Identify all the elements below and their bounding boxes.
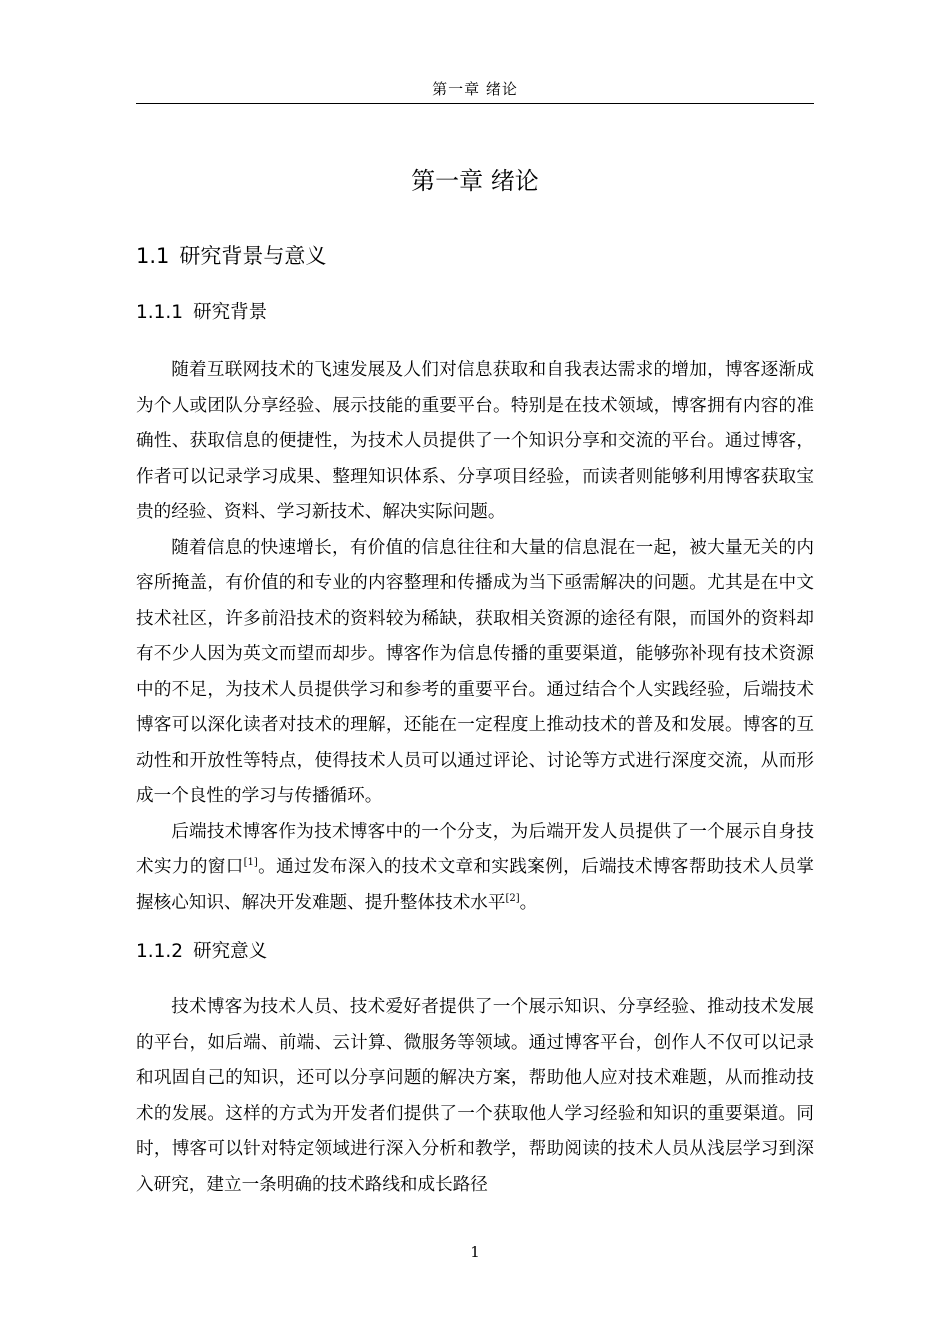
- section-number: 1.1: [136, 244, 170, 268]
- background-section-body: [136, 353, 814, 921]
- significance-section-body: [136, 990, 814, 1203]
- paragraph-text: 后端技术博客作为技术博客中的一个分支，为后端开发人员提供了一个展示自身技术实力的窗口: [136, 821, 814, 877]
- citation-ref: [1]: [243, 857, 258, 869]
- subsection-heading-1-1-2: [136, 938, 267, 966]
- page-number: 1: [470, 1243, 480, 1261]
- paragraph: 随着互联网技术的飞速发展及人们对信息获取和自我表达需求的增加，博客逐渐成为个人或团队分享经验、展示技能的重要平台。特别是在技术领域，博客拥有内容的准确性、获取信息的便捷性，为技术人员提供了一个知识分享和交流的平台。通过博客，作者可以记录学习成果、整理知识体系、分享项目经验，而读者则能够利用博客获取宝贵的经验、资料、学习新技术、解决实际问题。: [136, 360, 814, 522]
- paragraph: 技术博客为技术人员、技术爱好者提供了一个展示知识、分享经验、推动技术发展的平台，如后端、前端、云计算、微服务等领域。通过博客平台，创作人不仅可以记录和巩固自己的知识，还可以分享问题的解决方案，帮助他人应对技术难题，从而推动技术的发展。这样的方式为开发者们提供了一个获取他人学习经验和知识的重要渠道。同时，博客可以针对特定领域进行深入分析和教学，帮助阅读的技术人员从浅层学习到深入研究，建立一条明确的技术路线和成长路径: [136, 997, 814, 1195]
- subsection-title: 研究背景: [193, 302, 268, 323]
- paragraph-text: 。: [519, 892, 538, 913]
- paragraph: 随着信息的快速增长，有价值的信息往往和大量的信息混在一起，被大量无关的内容所掩盖，有价值的和专业的内容整理和传播成为当下亟需解决的问题。尤其是在中文技术社区，许多前沿技术的资料较为稀缺，获取相关资源的途径有限，而国外的资料却有不少人因为英文而望而却步。博客作为信息传播的重要渠道，能够弥补现有技术资源中的不足，为技术人员提供学习和参考的重要平台。通过结合个人实践经验，后端技术博客可以深化读者对技术的理解，还能在一定程度上推动技术的普及和发展。博客的互动性和开放性等特点，使得技术人员可以通过评论、讨论等方式进行深度交流，从而形成一个良性的学习与传播循环。: [136, 537, 814, 806]
- subsection-title: 研究意义: [193, 941, 268, 962]
- subsection-number: 1.1.1: [136, 302, 184, 323]
- section-heading-1-1: [136, 240, 326, 272]
- subsection-heading-1-1-1: [136, 299, 267, 327]
- citation-ref: [2]: [505, 892, 520, 904]
- running-header: 第一章 绪论: [432, 80, 518, 98]
- subsection-number: 1.1.2: [136, 941, 184, 962]
- paragraph-text: 。通过发布深入的技术文章和实践案例，后端技术博客帮助技术人员掌握核心知识、解决开发难题、提升整体技术水平: [136, 857, 814, 913]
- paragraph: [136, 815, 814, 922]
- section-title: 研究背景与意义: [179, 244, 327, 268]
- header-rule: [136, 103, 814, 104]
- chapter-title: 第一章 绪论: [411, 167, 539, 195]
